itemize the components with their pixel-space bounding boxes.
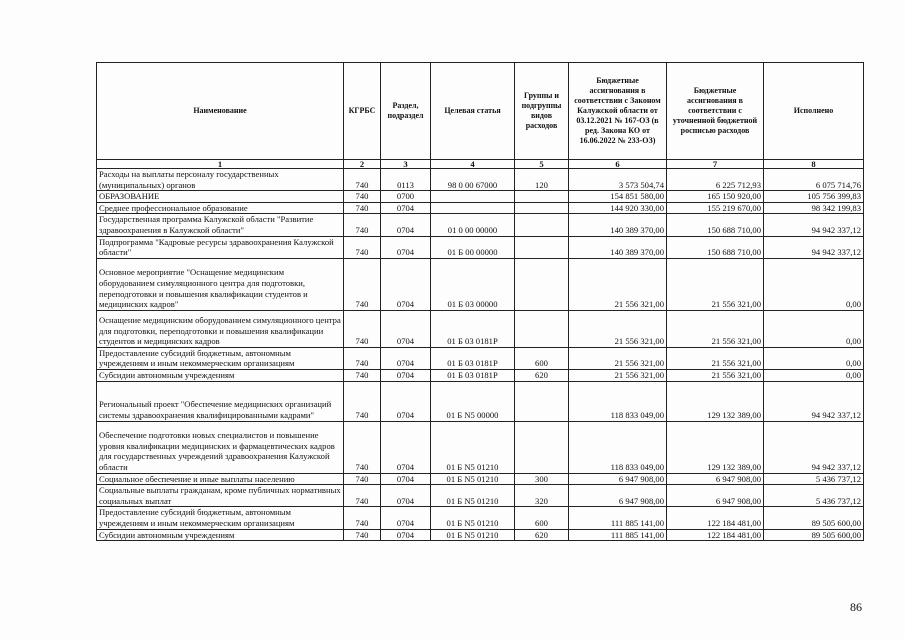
table-row (97, 347, 864, 369)
row-kgrbs: 740 (344, 310, 381, 347)
row-refined-amount: 122 184 481,00 (667, 529, 764, 541)
row-target: 01 Б N5 01210 (431, 507, 515, 529)
header-executed: Исполнено (764, 63, 864, 160)
column-number: 3 (381, 160, 431, 169)
row-group (515, 381, 569, 421)
row-target: 01 Б 03 0181Р (431, 369, 515, 381)
row-name: Социальное обеспечение и иные выплаты населению (97, 473, 344, 485)
row-group (515, 191, 569, 203)
row-target: 01 Б 03 00000 (431, 258, 515, 310)
row-law-amount: 6 947 908,00 (569, 485, 667, 507)
row-section: 0704 (381, 529, 431, 541)
table-row (97, 236, 864, 258)
table-row (97, 485, 864, 507)
row-law-amount: 111 885 141,00 (569, 529, 667, 541)
row-executed-amount: 0,00 (764, 369, 864, 381)
row-section: 0704 (381, 485, 431, 507)
row-kgrbs: 740 (344, 507, 381, 529)
table-row (97, 214, 864, 236)
header-kgrbs: КГРБС (344, 63, 381, 160)
row-group: 600 (515, 347, 569, 369)
row-refined-amount: 6 225 712,93 (667, 169, 764, 191)
row-refined-amount: 165 150 920,00 (667, 191, 764, 203)
row-group: 600 (515, 507, 569, 529)
row-section: 0704 (381, 236, 431, 258)
column-number: 7 (667, 160, 764, 169)
row-law-amount: 118 833 049,00 (569, 421, 667, 473)
table-row (97, 507, 864, 529)
column-number: 4 (431, 160, 515, 169)
row-law-amount: 144 920 330,00 (569, 202, 667, 214)
row-executed-amount: 105 756 399,83 (764, 191, 864, 203)
row-target: 01 Б N5 01210 (431, 421, 515, 473)
row-name: Региональный проект "Обеспечение медицинских организаций системы здравоохранения квалифицированными кадрами" (97, 381, 344, 421)
row-group (515, 236, 569, 258)
column-number: 2 (344, 160, 381, 169)
row-section: 0704 (381, 507, 431, 529)
row-executed-amount: 0,00 (764, 310, 864, 347)
row-group (515, 202, 569, 214)
column-number: 6 (569, 160, 667, 169)
row-name: Государственная программа Калужской области "Развитие здравоохранения в Калужской области" (97, 214, 344, 236)
row-executed-amount: 0,00 (764, 258, 864, 310)
row-section: 0704 (381, 369, 431, 381)
column-number: 1 (97, 160, 344, 169)
row-law-amount: 21 556 321,00 (569, 347, 667, 369)
row-refined-amount: 21 556 321,00 (667, 310, 764, 347)
row-group: 620 (515, 369, 569, 381)
row-law-amount: 140 389 370,00 (569, 214, 667, 236)
row-name: Предоставление субсидий бюджетным, автономным учреждениям и иным некоммерческим организациям (97, 507, 344, 529)
row-kgrbs: 740 (344, 214, 381, 236)
row-refined-amount: 155 219 670,00 (667, 202, 764, 214)
row-executed-amount: 89 505 600,00 (764, 507, 864, 529)
column-number-row (97, 160, 864, 169)
table-row (97, 529, 864, 541)
row-kgrbs: 740 (344, 529, 381, 541)
header-section: Раздел, подраздел (381, 63, 431, 160)
row-section: 0704 (381, 258, 431, 310)
row-name: Предоставление субсидий бюджетным, автономным учреждениям и иным некоммерческим организациям (97, 347, 344, 369)
row-section: 0113 (381, 169, 431, 191)
row-target: 01 Б 00 00000 (431, 236, 515, 258)
row-law-amount: 140 389 370,00 (569, 236, 667, 258)
row-refined-amount: 129 132 389,00 (667, 381, 764, 421)
row-kgrbs: 740 (344, 191, 381, 203)
row-section: 0704 (381, 381, 431, 421)
row-target (431, 191, 515, 203)
table-row (97, 202, 864, 214)
row-refined-amount: 150 688 710,00 (667, 236, 764, 258)
header-name: Наименование (97, 63, 344, 160)
row-section: 0704 (381, 310, 431, 347)
row-target (431, 202, 515, 214)
row-target: 01 Б N5 01210 (431, 485, 515, 507)
row-name: Подпрограмма "Кадровые ресурсы здравоохранения Калужской области" (97, 236, 344, 258)
row-name: Оснащение медицинским оборудованием симуляционного центра для подготовки, переподготовки и повышения квалификации студентов и медицинских кадров (97, 310, 344, 347)
row-kgrbs: 740 (344, 473, 381, 485)
row-group: 300 (515, 473, 569, 485)
row-refined-amount: 122 184 481,00 (667, 507, 764, 529)
budget-table (96, 62, 864, 541)
row-refined-amount: 21 556 321,00 (667, 258, 764, 310)
row-target: 01 Б 03 0181Р (431, 347, 515, 369)
row-target: 01 Б N5 01210 (431, 529, 515, 541)
row-section: 0704 (381, 202, 431, 214)
row-executed-amount: 94 942 337,12 (764, 381, 864, 421)
table-row (97, 258, 864, 310)
row-refined-amount: 150 688 710,00 (667, 214, 764, 236)
row-target: 01 Б N5 01210 (431, 473, 515, 485)
row-law-amount: 21 556 321,00 (569, 369, 667, 381)
header-refined-allocations: Бюджетные ассигнования в соответствии с уточненной бюджетной росписью расходов (667, 63, 764, 160)
row-section: 0704 (381, 347, 431, 369)
row-group (515, 421, 569, 473)
row-kgrbs: 740 (344, 381, 381, 421)
row-group (515, 310, 569, 347)
row-name: Основное мероприятие "Оснащение медицинским оборудованием симуляционного центра для подготовки, переподготовки и повышения квалификации студентов и медицинских кадров" (97, 258, 344, 310)
row-kgrbs: 740 (344, 169, 381, 191)
row-refined-amount: 21 556 321,00 (667, 369, 764, 381)
column-number: 8 (764, 160, 864, 169)
row-executed-amount: 5 436 737,12 (764, 485, 864, 507)
row-target: 01 Б N5 00000 (431, 381, 515, 421)
row-kgrbs: 740 (344, 485, 381, 507)
row-section: 0700 (381, 191, 431, 203)
row-kgrbs: 740 (344, 258, 381, 310)
row-law-amount: 3 573 504,74 (569, 169, 667, 191)
row-section: 0704 (381, 473, 431, 485)
column-number: 5 (515, 160, 569, 169)
table-row (97, 369, 864, 381)
table-row (97, 310, 864, 347)
row-group: 620 (515, 529, 569, 541)
row-executed-amount: 5 436 737,12 (764, 473, 864, 485)
row-group: 320 (515, 485, 569, 507)
row-kgrbs: 740 (344, 421, 381, 473)
row-kgrbs: 740 (344, 347, 381, 369)
row-law-amount: 21 556 321,00 (569, 310, 667, 347)
row-group: 120 (515, 169, 569, 191)
table-row (97, 381, 864, 421)
row-refined-amount: 21 556 321,00 (667, 347, 764, 369)
header-row (97, 63, 864, 160)
row-law-amount: 6 947 908,00 (569, 473, 667, 485)
row-refined-amount: 129 132 389,00 (667, 421, 764, 473)
row-law-amount: 118 833 049,00 (569, 381, 667, 421)
row-kgrbs: 740 (344, 236, 381, 258)
row-refined-amount: 6 947 908,00 (667, 473, 764, 485)
row-refined-amount: 6 947 908,00 (667, 485, 764, 507)
table-row (97, 169, 864, 191)
row-target: 98 0 00 67000 (431, 169, 515, 191)
row-executed-amount: 0,00 (764, 347, 864, 369)
row-executed-amount: 89 505 600,00 (764, 529, 864, 541)
row-target: 01 Б 03 0181Р (431, 310, 515, 347)
table-row (97, 421, 864, 473)
row-section: 0704 (381, 214, 431, 236)
row-executed-amount: 98 342 199,83 (764, 202, 864, 214)
row-name: Среднее профессиональное образование (97, 202, 344, 214)
row-kgrbs: 740 (344, 369, 381, 381)
row-target: 01 0 00 00000 (431, 214, 515, 236)
row-executed-amount: 94 942 337,12 (764, 421, 864, 473)
header-target: Целевая статья (431, 63, 515, 160)
row-executed-amount: 94 942 337,12 (764, 214, 864, 236)
row-name: Субсидии автономным учреждениям (97, 369, 344, 381)
row-law-amount: 111 885 141,00 (569, 507, 667, 529)
row-name: Субсидии автономным учреждениям (97, 529, 344, 541)
row-section: 0704 (381, 421, 431, 473)
row-name: Социальные выплаты гражданам, кроме публичных нормативных социальных выплат (97, 485, 344, 507)
header-group: Группы и подгруппы видов расходов (515, 63, 569, 160)
row-group (515, 214, 569, 236)
row-name: Обеспечение подготовки новых специалистов и повышение уровня квалификации медицинских и фармацевтических кадров для государственных учреждений здравоохранения Калужской области (97, 421, 344, 473)
row-name: Расходы на выплаты персоналу государственных (муниципальных) органов (97, 169, 344, 191)
page-number: 86 (850, 600, 862, 614)
row-name: ОБРАЗОВАНИЕ (97, 191, 344, 203)
row-executed-amount: 6 075 714,76 (764, 169, 864, 191)
row-kgrbs: 740 (344, 202, 381, 214)
row-law-amount: 21 556 321,00 (569, 258, 667, 310)
row-executed-amount: 94 942 337,12 (764, 236, 864, 258)
table-row (97, 191, 864, 203)
header-law-allocations: Бюджетные ассигнования в соответствии с Законом Калужской области от 03.12.2021 № 167-ОЗ (в ред. Закона КО от 16.06.2022 № 233-ОЗ) (569, 63, 667, 160)
table-row (97, 473, 864, 485)
row-group (515, 258, 569, 310)
row-law-amount: 154 851 580,00 (569, 191, 667, 203)
